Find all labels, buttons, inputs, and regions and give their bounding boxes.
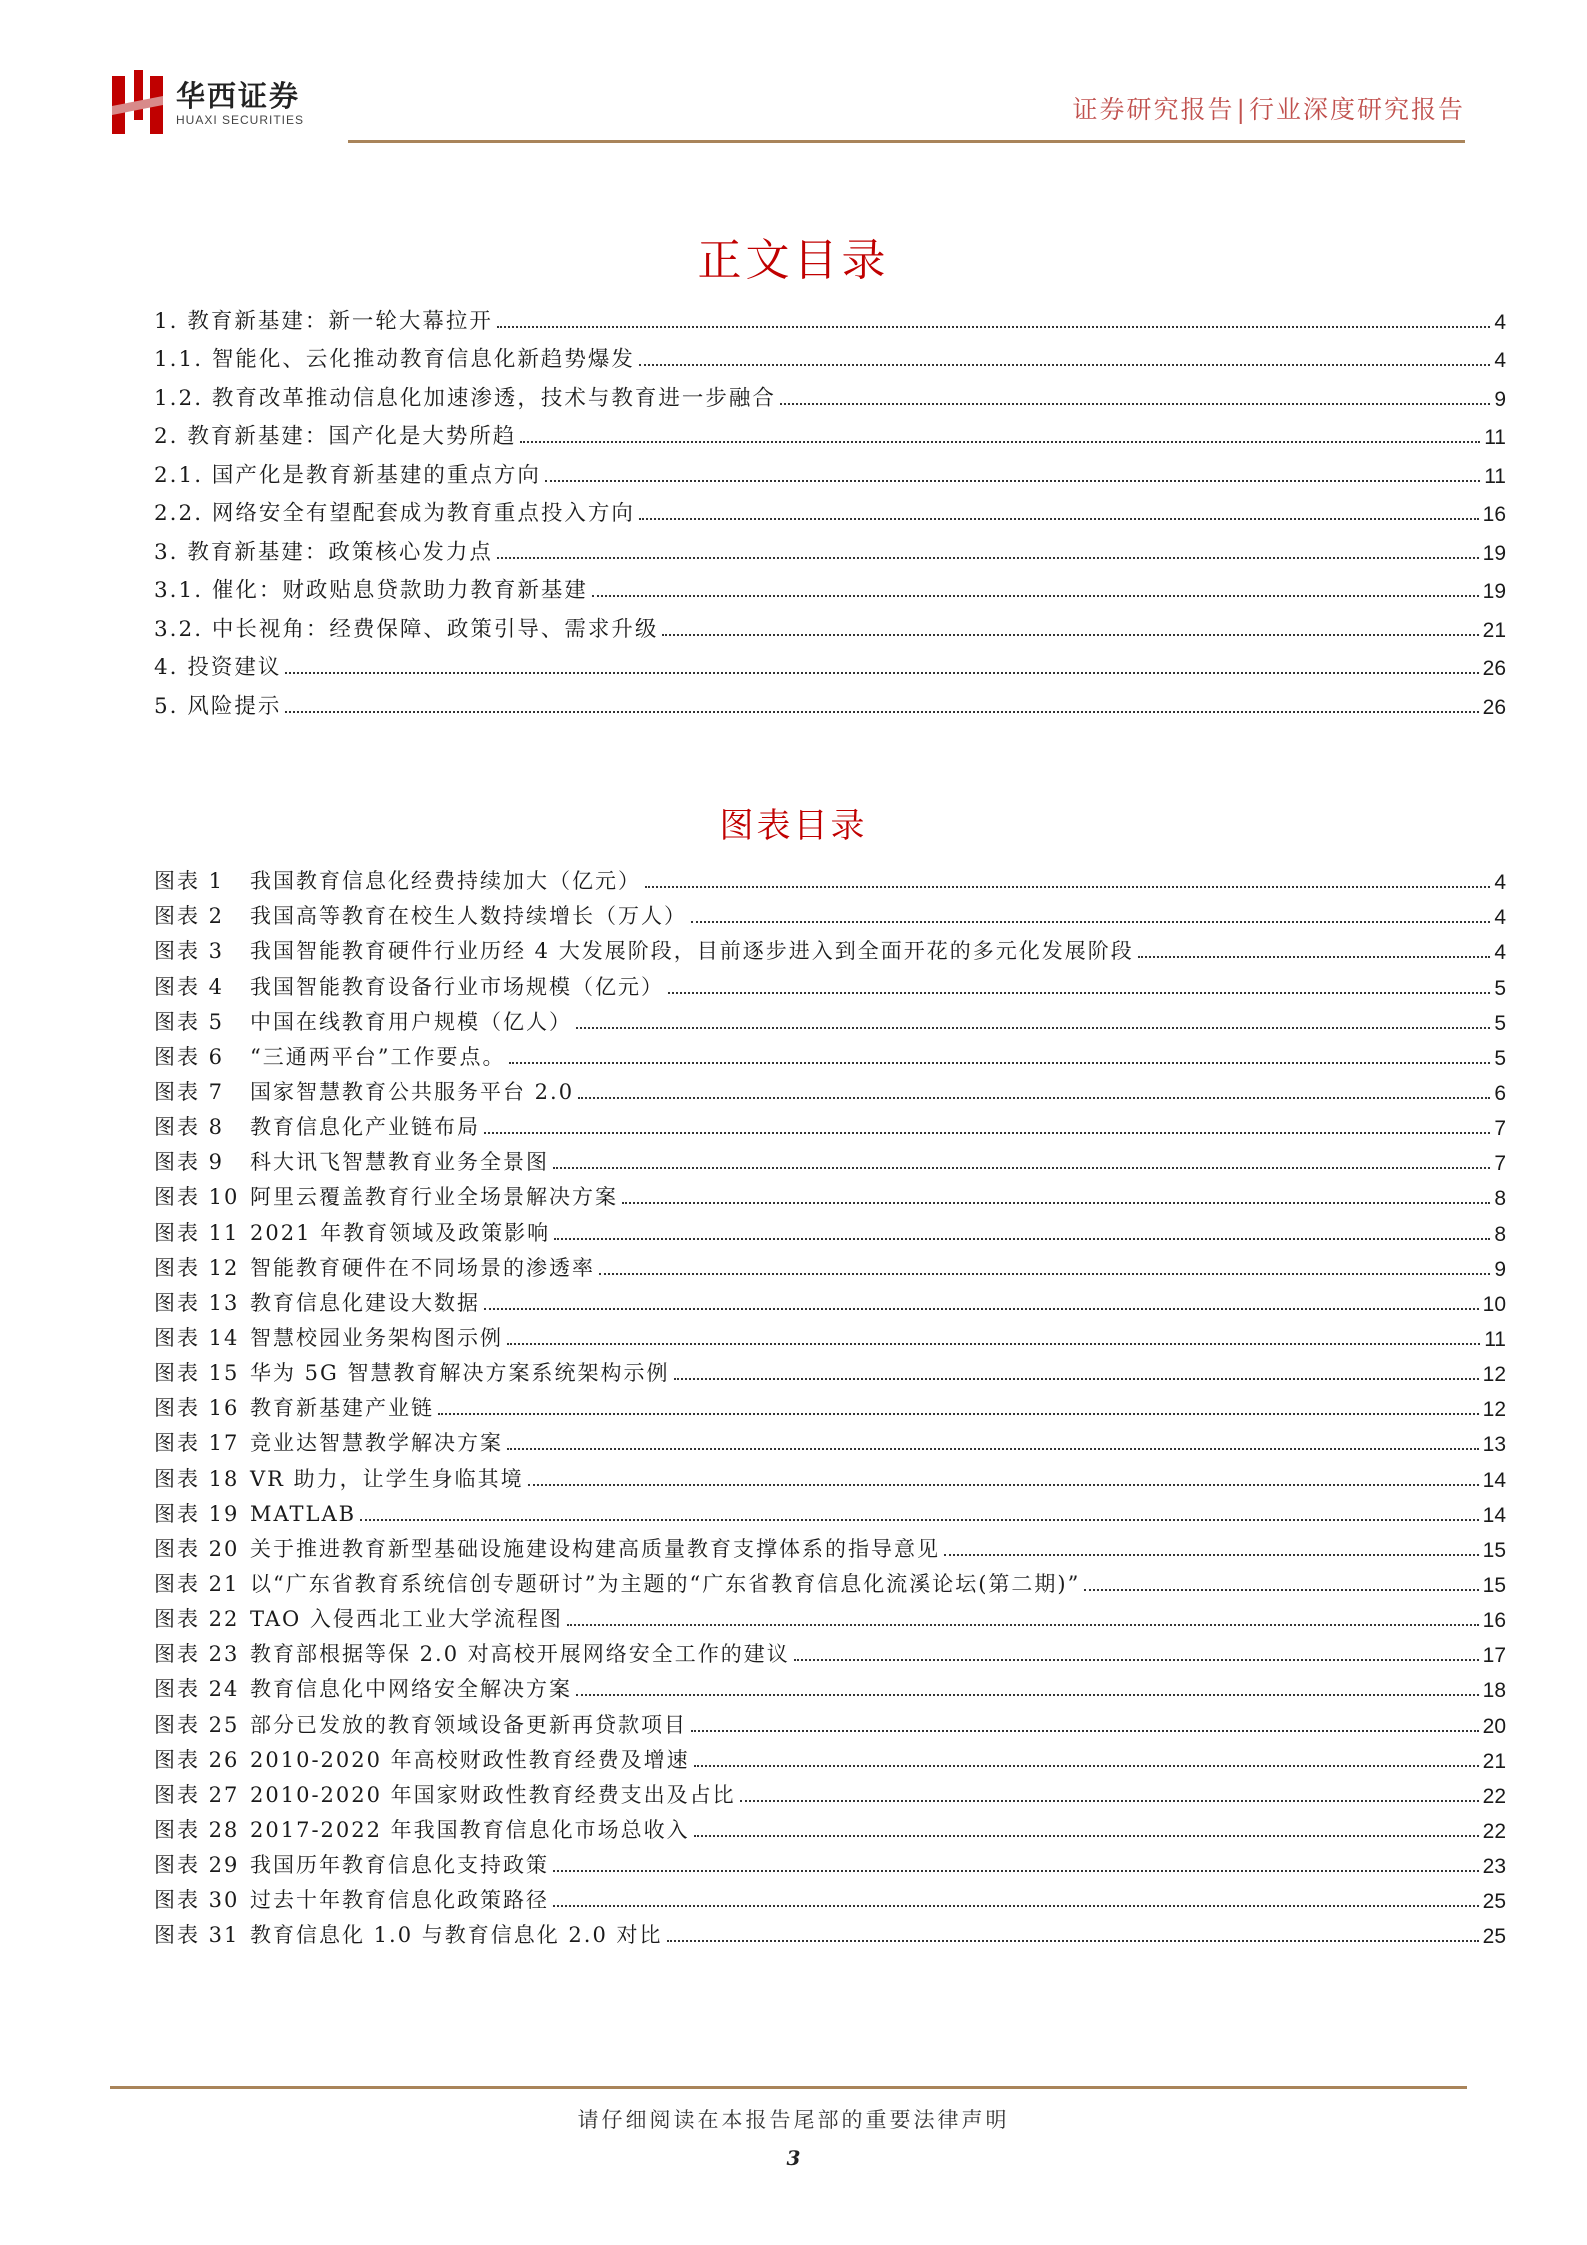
figure-entry-label: 图表 30 — [154, 1888, 240, 1913]
toc-entry[interactable] — [154, 566, 1506, 605]
figure-entry-title — [154, 1463, 524, 1493]
figure-entry-page: 7 — [1494, 1152, 1506, 1176]
figure-entry-text: 2021 年教育领域及政策影响 — [250, 1220, 551, 1245]
page-number: 3 — [786, 2146, 801, 2170]
toc-entry[interactable] — [154, 296, 1506, 335]
dot-leader — [1084, 1589, 1478, 1591]
figure-entry[interactable] — [154, 930, 1506, 965]
toc-entry-page: 9 — [1494, 387, 1506, 411]
figure-entry-page: 4 — [1494, 941, 1506, 965]
toc-title: 正文目录 — [697, 235, 890, 286]
figure-entry-page: 7 — [1494, 1117, 1506, 1141]
toc-entry-title: 2.1. 国产化是教育新基建的重点方向 — [154, 462, 541, 488]
figure-entry-page: 6 — [1494, 1081, 1506, 1105]
header-separator: | — [1236, 95, 1247, 124]
figure-entry-label: 图表 7 — [154, 1079, 225, 1104]
logo-english-name: HUAXI SECURITIES — [176, 113, 305, 127]
figure-entry[interactable] — [154, 1774, 1506, 1809]
figure-entry-label: 图表 28 — [154, 1817, 240, 1842]
dot-leader — [528, 1484, 1479, 1486]
figure-entry-page: 22 — [1482, 1784, 1506, 1808]
figure-entry-text: 我国智能教育硬件行业历经 4 大发展阶段，目前逐步进入到全面开花的多元化发展阶段 — [250, 939, 1134, 964]
figure-entry-text: “三通两平台”工作要点。 — [250, 1044, 506, 1069]
toc-entry-page: 26 — [1482, 657, 1506, 680]
figure-entry[interactable] — [154, 1106, 1506, 1141]
toc-entry-title: 1.1. 智能化、云化推动教育信息化新趋势爆发 — [154, 347, 635, 372]
figure-entry-page: 5 — [1494, 1011, 1506, 1035]
figure-entry-text: 中国在线教育用户规模（亿人） — [250, 1009, 572, 1034]
figure-entry-label: 图表 22 — [154, 1607, 240, 1632]
dot-leader — [285, 711, 1478, 713]
toc-entry-page: 11 — [1484, 426, 1506, 449]
figure-entry[interactable] — [154, 1036, 1506, 1071]
figure-entry-label: 图表 11 — [154, 1220, 240, 1245]
figure-entry-page: 18 — [1482, 1679, 1506, 1703]
figure-entry-page: 21 — [1482, 1749, 1506, 1773]
dot-leader — [622, 1202, 1490, 1204]
figure-entry-label: 图表 15 — [154, 1361, 240, 1386]
dot-leader — [667, 1940, 1479, 1942]
figure-entry[interactable] — [154, 1176, 1506, 1211]
figure-entry-page: 11 — [1484, 1327, 1506, 1351]
toc-entry[interactable] — [154, 489, 1506, 528]
footer-divider — [110, 2086, 1467, 2089]
dot-leader — [438, 1413, 1479, 1415]
dot-leader — [691, 1730, 1479, 1732]
figure-entry-label: 图表 29 — [154, 1853, 240, 1878]
figure-entry-title — [154, 1673, 572, 1703]
dot-leader — [1138, 956, 1491, 958]
figure-entry-label: 图表 19 — [154, 1501, 240, 1526]
figure-entry-page: 25 — [1482, 1890, 1506, 1914]
figure-entry-text: 阿里云覆盖教育行业全场景解决方案 — [250, 1185, 618, 1210]
figure-entry-text: 我国历年教育信息化支持政策 — [250, 1853, 549, 1878]
figure-entry[interactable] — [154, 1493, 1506, 1528]
dot-leader — [645, 886, 1490, 888]
figure-entry-text: 国家智慧教育公共服务平台 2.0 — [250, 1079, 575, 1104]
dot-leader — [553, 1905, 1479, 1907]
figure-entry-title — [154, 1181, 618, 1211]
figure-entry-text: 教育信息化 1.0 与教育信息化 2.0 对比 — [250, 1923, 663, 1948]
dot-leader — [497, 557, 1479, 559]
figure-entry-text: 过去十年教育信息化政策路径 — [250, 1888, 549, 1913]
figure-entry-text: VR 助力，让学生身临其境 — [250, 1466, 524, 1491]
dot-leader — [497, 326, 1490, 328]
dot-leader — [740, 1800, 1479, 1802]
figure-entry-text: 以“广东省教育系统信创专题研讨”为主题的“广东省教育信息化流溪论坛(第二期)” — [250, 1571, 1081, 1596]
figure-entry-title — [154, 1076, 574, 1106]
figure-entry-title — [154, 1568, 1080, 1598]
figure-entry[interactable] — [154, 1598, 1506, 1633]
figure-entry-text: 2010-2020 年国家财政性教育经费支出及占比 — [250, 1782, 736, 1807]
figure-entry-title — [154, 1744, 690, 1774]
figure-entry-title — [154, 1357, 670, 1387]
toc-entry-page: 19 — [1482, 580, 1506, 603]
figure-entry-text: 科大讯飞智慧教育业务全景图 — [250, 1150, 549, 1175]
toc-entry[interactable] — [154, 643, 1506, 682]
figure-entry[interactable] — [154, 1141, 1506, 1176]
figure-entry-label: 图表 21 — [154, 1571, 240, 1596]
figure-entry-title — [154, 1146, 549, 1176]
figure-entry[interactable] — [154, 965, 1506, 1000]
figure-entry[interactable] — [154, 1809, 1506, 1844]
figure-entry-text: 华为 5G 智慧教育解决方案系统架构示例 — [250, 1361, 670, 1386]
dot-leader — [360, 1519, 1479, 1521]
toc-entry-page: 11 — [1484, 464, 1506, 488]
dot-leader — [553, 1167, 1490, 1169]
figure-entry[interactable] — [154, 1528, 1506, 1563]
figure-entry-text: 教育部根据等保 2.0 对高校开展网络安全工作的建议 — [250, 1642, 790, 1667]
toc-entry-page: 19 — [1482, 541, 1506, 565]
dot-leader — [484, 1132, 1490, 1134]
dot-leader — [694, 1765, 1479, 1767]
dot-leader — [484, 1308, 1479, 1310]
figure-entry-page: 10 — [1482, 1292, 1506, 1316]
dot-leader — [578, 1097, 1490, 1099]
figure-list-title: 图表目录 — [719, 806, 868, 846]
toc-entry[interactable] — [154, 450, 1506, 489]
figure-entry-title — [154, 1533, 940, 1563]
dot-leader — [691, 921, 1490, 923]
figure-entry-page: 14 — [1482, 1503, 1506, 1527]
toc-entry[interactable] — [154, 681, 1506, 720]
figure-entry-label: 图表 31 — [154, 1923, 240, 1948]
figure-entry-label: 图表 17 — [154, 1431, 240, 1456]
figure-entry[interactable] — [154, 1001, 1506, 1036]
figure-entry-label: 图表 25 — [154, 1712, 240, 1737]
dot-leader — [576, 1027, 1490, 1029]
dot-leader — [554, 1238, 1490, 1240]
figure-entry[interactable] — [154, 1879, 1506, 1914]
dot-leader — [507, 1448, 1479, 1450]
figure-entry[interactable] — [154, 1914, 1506, 1949]
figure-entry-label: 图表 27 — [154, 1782, 240, 1807]
toc-entry-title: 1. 教育新基建：新一轮大幕拉开 — [154, 308, 493, 334]
figure-entry-page: 9 — [1494, 1257, 1506, 1281]
toc-entry[interactable] — [154, 412, 1506, 451]
toc-entry-title: 3. 教育新基建：政策核心发力点 — [154, 539, 493, 565]
dot-leader — [674, 1378, 1479, 1380]
toc-entry[interactable] — [154, 335, 1506, 374]
figure-entry-label: 图表 18 — [154, 1466, 240, 1491]
figure-entry-label: 图表 3 — [154, 939, 225, 964]
figure-entry[interactable] — [154, 1211, 1506, 1246]
figure-entry-page: 4 — [1494, 906, 1506, 930]
dot-leader — [567, 1624, 1479, 1626]
figure-entry-title — [154, 1392, 434, 1422]
figure-entry-page: 8 — [1494, 1187, 1506, 1211]
figure-entry-label: 图表 24 — [154, 1677, 240, 1702]
figure-entry[interactable] — [154, 1387, 1506, 1422]
figure-entry[interactable] — [154, 1703, 1506, 1738]
toc-entry-title: 2.2. 网络安全有望配套成为教育重点投入方向 — [154, 501, 635, 526]
dot-leader — [694, 1835, 1479, 1837]
figure-entry-label: 图表 2 — [154, 904, 225, 929]
figure-entry-title — [154, 1006, 572, 1036]
figure-entry-text: 我国智能教育设备行业市场规模（亿元） — [250, 974, 664, 999]
figure-entry-label: 图表 26 — [154, 1747, 240, 1772]
figure-entry-text: 我国高等教育在校生人数持续增长（万人） — [250, 904, 687, 929]
figure-entry-title — [154, 1498, 356, 1528]
figure-entry[interactable] — [154, 1457, 1506, 1492]
figure-entry-title — [154, 1709, 687, 1739]
figure-entry-label: 图表 16 — [154, 1396, 240, 1421]
figure-entry-title — [154, 865, 641, 895]
toc-entry-page: 26 — [1482, 695, 1506, 719]
figure-entry-page: 17 — [1482, 1644, 1506, 1668]
figure-entry-title — [154, 1217, 550, 1247]
toc-entry-title: 5. 风险提示 — [154, 693, 282, 719]
toc-entry-page: 16 — [1482, 503, 1506, 526]
figure-entry[interactable] — [154, 895, 1506, 930]
figure-entry-label: 图表 4 — [154, 974, 225, 999]
figure-entry-page: 25 — [1482, 1925, 1506, 1949]
figure-entry-label: 图表 10 — [154, 1185, 240, 1210]
dot-leader — [944, 1554, 1479, 1556]
dot-leader — [509, 1062, 1490, 1064]
dot-leader — [780, 403, 1490, 405]
figure-entry-text: 智慧校园业务架构图示例 — [250, 1325, 503, 1350]
figure-entry-label: 图表 8 — [154, 1115, 225, 1140]
figure-entry-text: 智能教育硬件在不同场景的渗透率 — [250, 1255, 595, 1280]
report-subtype: 行业深度研究报告 — [1248, 95, 1465, 124]
figure-entry-text: 教育信息化产业链布局 — [250, 1115, 480, 1140]
figure-entry-text: 教育信息化中网络安全解决方案 — [250, 1677, 572, 1702]
figure-entry[interactable] — [154, 1317, 1506, 1352]
dot-leader — [794, 1659, 1479, 1661]
figure-entry-title — [154, 1041, 505, 1071]
huaxi-logo-icon — [110, 70, 168, 136]
dot-leader — [599, 1273, 1490, 1275]
figure-entry-page: 12 — [1482, 1363, 1506, 1387]
figure-entry-title — [154, 1322, 503, 1352]
figure-entry-text: 我国教育信息化经费持续加大（亿元） — [250, 869, 641, 894]
figure-entry-page: 5 — [1494, 976, 1506, 1000]
figure-entry-title — [154, 1638, 790, 1668]
toc-entry[interactable] — [154, 604, 1506, 643]
figure-entry-title — [154, 935, 1134, 965]
dot-leader — [639, 518, 1479, 520]
figure-entry[interactable] — [154, 1352, 1506, 1387]
figure-entry-title — [154, 1252, 595, 1282]
figure-entry-title — [154, 1849, 549, 1879]
figure-entry-page: 23 — [1482, 1855, 1506, 1879]
toc-entry-page: 21 — [1482, 618, 1506, 642]
dot-leader — [662, 634, 1478, 636]
figure-entry-page: 13 — [1482, 1433, 1506, 1457]
dot-leader — [576, 1694, 1479, 1696]
toc-entry-page: 4 — [1494, 349, 1506, 372]
figure-entry[interactable] — [154, 1633, 1506, 1668]
dot-leader — [285, 672, 1478, 674]
logo-chinese-name: 华西证券 — [176, 79, 301, 113]
figure-entry-page: 8 — [1494, 1222, 1506, 1246]
figure-entry-text: 竞业达智慧教学解决方案 — [250, 1431, 503, 1456]
dot-leader — [507, 1343, 1480, 1345]
figure-entry-label: 图表 20 — [154, 1536, 240, 1561]
toc-list — [154, 296, 1506, 720]
figure-entry-text: 2017-2022 年我国教育信息化市场总收入 — [250, 1817, 690, 1842]
figure-entry[interactable] — [154, 1247, 1506, 1282]
figure-entry-page: 15 — [1482, 1573, 1506, 1597]
figure-entry-page: 4 — [1494, 871, 1506, 895]
dot-leader — [520, 441, 1480, 443]
figure-entry-label: 图表 12 — [154, 1255, 240, 1280]
toc-entry-title: 3.1. 催化：财政贴息贷款助力教育新基建 — [154, 578, 588, 603]
figure-entry-page: 5 — [1494, 1046, 1506, 1070]
toc-entry-title: 3.2. 中长视角：经费保障、政策引导、需求升级 — [154, 616, 659, 642]
figure-entry-title — [154, 1427, 503, 1457]
figure-entry-title — [154, 1919, 663, 1949]
figure-entry-label: 图表 6 — [154, 1044, 225, 1069]
company-logo — [110, 70, 350, 136]
figure-entry-text: 部分已发放的教育领域设备更新再贷款项目 — [250, 1712, 687, 1737]
toc-entry-title: 4. 投资建议 — [154, 655, 282, 680]
figure-entry[interactable] — [154, 1563, 1506, 1598]
dot-leader — [639, 364, 1490, 366]
toc-entry-page: 4 — [1494, 310, 1506, 334]
figure-entry-text: 教育新基建产业链 — [250, 1396, 434, 1421]
figure-entry-text: TAO 入侵西北工业大学流程图 — [250, 1607, 563, 1632]
dot-leader — [553, 1870, 1479, 1872]
figure-entry[interactable] — [154, 1668, 1506, 1703]
figure-entry[interactable] — [154, 1739, 1506, 1774]
figure-entry-label: 图表 5 — [154, 1009, 225, 1034]
figure-entry[interactable] — [154, 1282, 1506, 1317]
figure-entry-page: 20 — [1482, 1714, 1506, 1738]
figure-entry-text: 教育信息化建设大数据 — [250, 1290, 480, 1315]
figure-entry-page: 12 — [1482, 1398, 1506, 1422]
figure-entry[interactable] — [154, 1071, 1506, 1106]
figure-entry-label: 图表 9 — [154, 1150, 225, 1175]
toc-entry[interactable] — [154, 373, 1506, 412]
figure-entry-label: 图表 23 — [154, 1642, 240, 1667]
header-divider — [348, 140, 1465, 143]
figure-entry-title — [154, 1111, 480, 1141]
figure-entry[interactable] — [154, 860, 1506, 895]
figure-entry[interactable] — [154, 1422, 1506, 1457]
dot-leader — [668, 992, 1490, 994]
figure-entry-title — [154, 1287, 480, 1317]
figure-entry-label: 图表 14 — [154, 1325, 240, 1350]
figure-entry-title — [154, 1814, 690, 1844]
toc-entry-title: 1.2. 教育改革推动信息化加速渗透，技术与教育进一步融合 — [154, 385, 776, 411]
figure-entry-text: 2010-2020 年高校财政性教育经费及增速 — [250, 1747, 690, 1772]
figure-entry-title — [154, 900, 687, 930]
figure-entry[interactable] — [154, 1844, 1506, 1879]
legal-notice: 请仔细阅读在本报告尾部的重要法律声明 — [577, 2108, 1010, 2132]
figure-entry-title — [154, 1779, 736, 1809]
dot-leader — [592, 595, 1479, 597]
figure-entry-title — [154, 1884, 549, 1914]
dot-leader — [545, 480, 1480, 482]
figure-entry-title — [154, 1603, 563, 1633]
report-type-header — [1073, 90, 1465, 126]
figure-entry-page: 15 — [1482, 1538, 1506, 1562]
report-type: 证券研究报告 — [1072, 95, 1235, 124]
figure-entry-text: MATLAB — [250, 1501, 357, 1526]
figure-entry-label: 图表 13 — [154, 1290, 240, 1315]
figure-entry-page: 22 — [1482, 1819, 1506, 1843]
figure-entry-title — [154, 971, 664, 1001]
figure-entry-text: 关于推进教育新型基础设施建设构建高质量教育支撑体系的指导意见 — [250, 1536, 940, 1561]
figure-entry-page: 16 — [1482, 1609, 1506, 1633]
toc-entry[interactable] — [154, 527, 1506, 566]
figure-entry-label: 图表 1 — [154, 869, 225, 894]
toc-entry-title: 2. 教育新基建：国产化是大势所趋 — [154, 424, 517, 449]
figure-entry-page: 14 — [1482, 1468, 1506, 1492]
figure-list — [154, 860, 1506, 1949]
